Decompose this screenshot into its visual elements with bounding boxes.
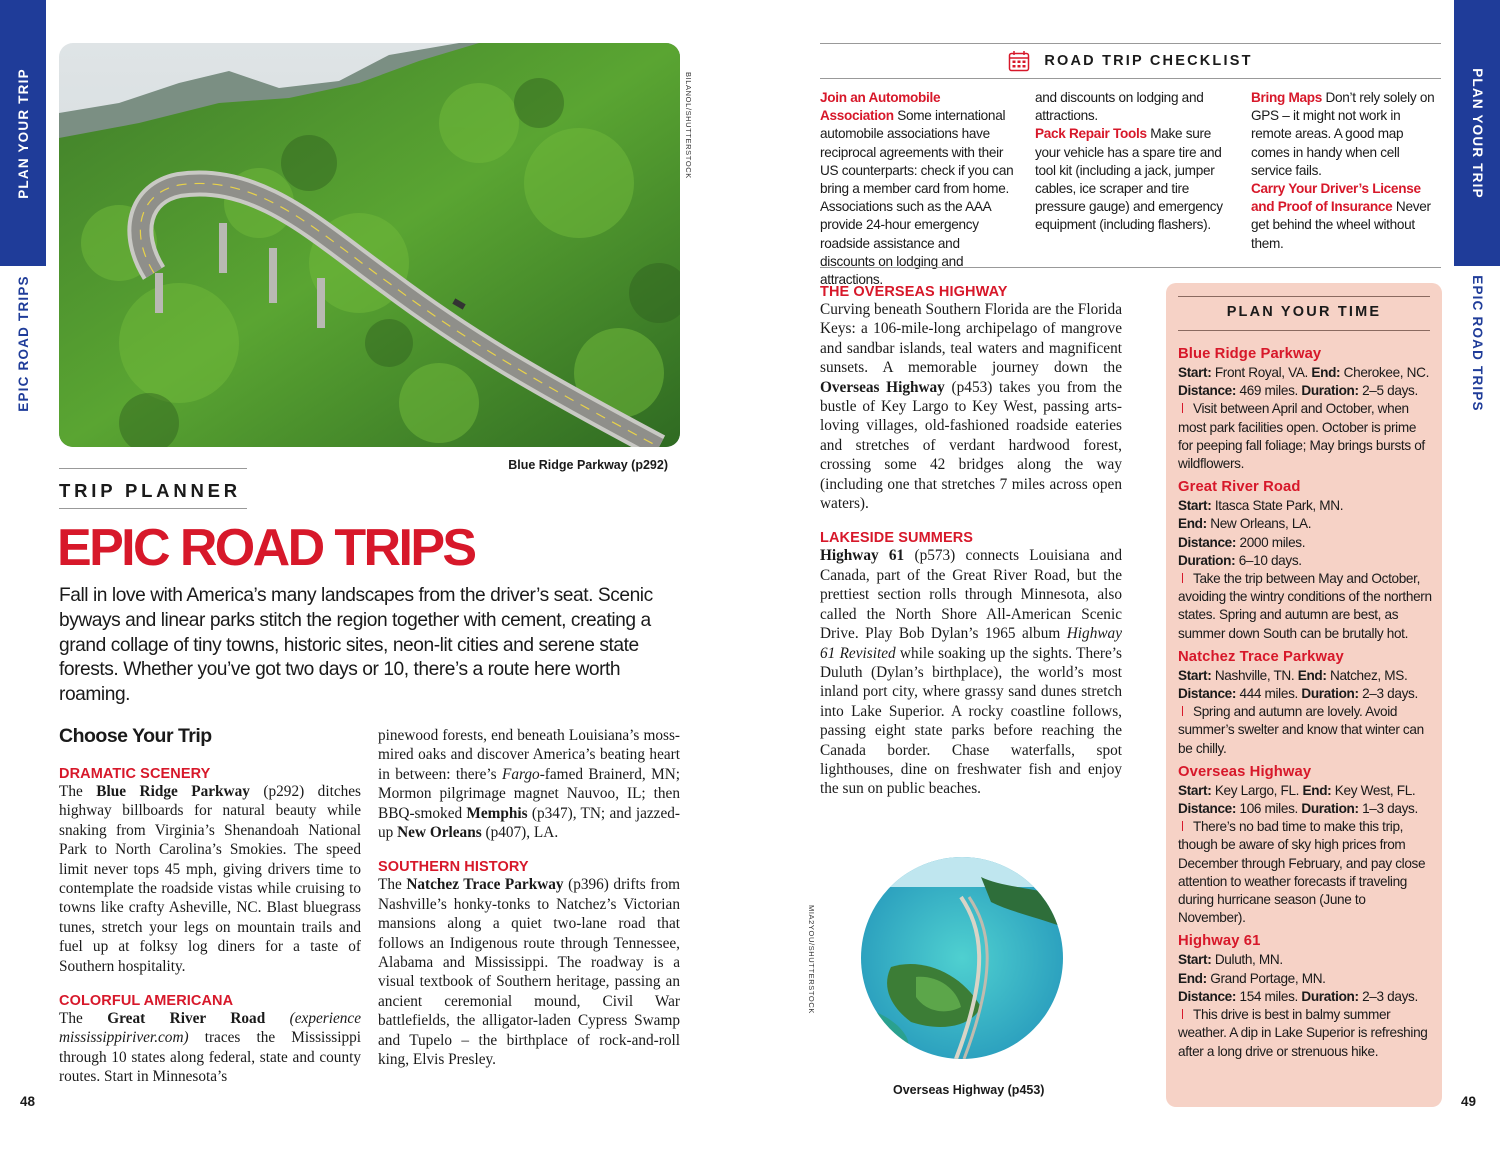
kicker-rule (59, 468, 247, 469)
checklist-col-3 (1251, 89, 1441, 253)
right-column-text (820, 284, 1122, 799)
plan-trip: Great River Road Start: Itasca State Park, MN. End: New Orleans, LA. Distance: 2000 miles. Duration: 6–10 days. Take the trip between May and October, avoiding the wintry conditions of the northern states. Spring and autumn are best, as summer down South can be brutally hot. (1178, 477, 1434, 643)
left-tab-plan-your-trip[interactable]: PLAN YOUR TRIP (0, 0, 46, 266)
photo-caption-right: Overseas Highway (p453) (893, 1083, 1045, 1097)
colorful-text-continued: pinewood forests, end beneath Louisiana’s moss-mired oaks and discover America’s beating heart in between: there’s Fargo-famed Brainerd, MN; Mormon pilgrimage magnet Nauvoo, IL; then BBQ-smoked Memphis (p347), TN; and jazzed-up New Orleans (p407), LA. (378, 727, 681, 842)
checklist-item-maps: Bring Maps Don’t rely solely on GPS – it might not work in remote areas. A good map comes in handy when cell service fails. (1251, 90, 1435, 178)
choose-heading: Choose Your Trip (59, 725, 212, 747)
plan-trip-name: Highway 61 (1178, 933, 1261, 950)
plan-trip: Overseas Highway Start: Key Largo, FL. End: Key West, FL. Distance: 106 miles. Duration: 1–3 days. There’s no bad time to make this trip, though be aware of sky high prices from December through February, and pay close attention to weather forecasts if traveling during hurricane season (June to November). (1178, 762, 1434, 928)
plan-rule-bottom (1178, 330, 1430, 331)
plan-trips-list (1178, 344, 1434, 1061)
checklist-item-repair: Pack Repair Tools Make sure your vehicle has a spare tire and tool kit (including a jack, jumper cables, ice scraper and tire pressure gauge) and emergency equipment (including flashers). (1035, 126, 1223, 233)
plan-trip-name: Natchez Trace Parkway (1178, 648, 1344, 665)
colorful-text: The Great River Road (experience mississippiriver.com) traces the Mississippi through 10 states along federal, state and county routes. Start in Minnesota’s (59, 1010, 362, 1086)
checklist-header (820, 48, 1441, 74)
overseas-highway-photo (861, 857, 1063, 1059)
lakeside-heading: LAKESIDE SUMMERS (820, 530, 974, 547)
right-tab-plan-your-trip[interactable]: PLAN YOUR TRIP (1454, 0, 1500, 266)
page-number-right: 49 (1461, 1094, 1477, 1109)
lakeside-text: Highway 61 (p573) connects Louisiana and Canada, part of the Great River Road, but the prettiest section rolls through Minnesota, also called the North Shore All-American Scenic Drive. Play Bob Dylan’s 1965 album Highway 61 Revisited while soaking up the sights. There’s Duluth (Dylan’s birthplace), the world’s most inland port city, where grassy sand dunes stretch into Lake Superior. A rocky coastline follows, passing eight state parks before reaching the Canada border. Chase waterfalls, spot lighthouses, dine on freshwater fish and enjoy the sun on public beaches. (820, 547, 1122, 798)
right-tab-epic-road-trips[interactable]: EPIC ROAD TRIPS (1454, 266, 1500, 420)
checklist-rule-bottom (820, 267, 1441, 268)
blue-ridge-parkway-photo (59, 43, 680, 447)
plan-trip: Blue Ridge Parkway Start: Front Royal, VA. End: Cherokee, NC. Distance: 469 miles. Duration: 2–5 days. Visit between April and October, when most park facilities open. October is prime for peeping fall foliage; May brings bursts of wildflowers. (1178, 344, 1434, 473)
plan-title: PLAN YOUR TIME (1226, 304, 1382, 320)
left-tab-bar (0, 0, 46, 1154)
kicker-rule-bottom (59, 508, 247, 509)
right-tab-bar (1454, 0, 1500, 1154)
kicker: TRIP PLANNER (59, 480, 241, 501)
plan-trip: Natchez Trace Parkway Start: Nashville, TN. End: Natchez, MS. Distance: 444 miles. Duration: 2–3 days. Spring and autumn are lovely. Avoid summer’s swelter and know that winter can be chilly. (1178, 647, 1434, 758)
checklist-col-2-text: and discounts on lodging and attractions. Pack Repair Tools Make sure your vehicle has a spare tire and tool kit (including a jack, jumper cables, ice scraper and tire pressure gauge) and emergency equipment (including flashers). (1035, 89, 1233, 235)
photo-credit-left: BILANOL/SHUTTERSTOCK (684, 72, 693, 179)
dramatic-heading: DRAMATIC SCENERY (59, 766, 211, 782)
intro-paragraph: Fall in love with America’s many landscapes from the driver’s seat. Scenic byways and linear parks stitch the region together with cement, creating a grand collage of tiny towns, historic sites, neon-lit cities and serene state forests. Whether you’ve got two days or 10, there’s a route here worth roaming. (59, 585, 653, 706)
page-title: EPIC ROAD TRIPS (57, 519, 475, 577)
left-column-2 (378, 726, 680, 1070)
checklist-rule-mid (820, 78, 1441, 79)
plan-rule-top (1178, 296, 1430, 297)
photo-credit-right: MIA2YOU/SHUTTERSTOCK (807, 905, 816, 1014)
checklist-col-1 (820, 89, 1016, 289)
calendar-icon (1008, 50, 1030, 72)
checklist-item-license: Carry Your Driver’s License and Proof of Insurance Never get behind the wheel without them. (1251, 181, 1431, 251)
left-tab-epic-road-trips[interactable]: EPIC ROAD TRIPS (0, 266, 46, 420)
dramatic-text: The Blue Ridge Parkway (p292) ditches highway billboards for natural beauty while snaking from Virginia’s Shenandoah National Park to North Carolina’s Smokies. The speed limit never tops 45 mph, giving drivers time to contemplate the roadside vistas while cruising to towns like crafty Asheville, NC. Blast bluegrass tunes, stretch your legs on mountain trails and fuel up at folksy log diners for a taste of Southern hospitality. (59, 783, 362, 975)
overseas-heading: THE OVERSEAS HIGHWAY (820, 284, 1008, 300)
photo-caption-left: Blue Ridge Parkway (p292) (508, 458, 668, 472)
checklist-rule-top (820, 43, 1441, 44)
southern-heading: SOUTHERN HISTORY (378, 859, 529, 876)
plan-trip: Highway 61 Start: Duluth, MN. End: Grand Portage, MN. Distance: 154 miles. Duration: 2–3 days. This drive is best in balmy summer weather. A dip in Lake Superior is refreshing after a long drive or strenuous hike. (1178, 931, 1434, 1060)
road-illustration (59, 43, 680, 447)
checklist-title: ROAD TRIP CHECKLIST (1044, 53, 1253, 69)
southern-text: The Natchez Trace Parkway (p396) drifts from Nashville’s honky-tonks to Natchez’s Victorian mansions along a quiet two-lane road that follows an Indigenous route through Tennessee, Alabama and Mississippi. The roadway is a visual textbook of Southern heritage, passing an ancient ceremonial mound, Civil War battlefields, the alligator-laden Cypress Swamp and Tupelo – the birthplace of rock-and-roll king, Elvis Presley. (378, 876, 680, 1069)
plan-trip-name: Overseas Highway (1178, 763, 1312, 780)
colorful-heading: COLORFUL AMERICANA (59, 993, 234, 1010)
plan-trip-name: Blue Ridge Parkway (1178, 346, 1322, 362)
left-column-1 (59, 766, 361, 1087)
page-number-left: 48 (20, 1094, 36, 1109)
plan-trip-name: Great River Road (1178, 479, 1301, 496)
overseas-text: Curving beneath Southern Florida are the Florida Keys: a 106-mile-long archipelago of mangrove and sandbar islands, teal waters and magnificent sunsets. A memorable journey down the Overseas Highway (p453) takes you from the bustle of Key Largo to Key West, passing arts-loving villages, old-fashioned roadside eateries and stretches of verdant hardwood forest, crossing some 42 bridges along the way (including one that stretches 7 miles across open waters). (820, 301, 1122, 513)
checklist-item-automobile: Join an Automobile Association Some international automobile associations have reciprocal agreements with their US counterparts: check if you can bring a member card from home. Associations such as the AAA provide 24-hour emergency roadside assistance and discounts on lodging and attractions. (820, 90, 1014, 288)
keys-illustration (861, 857, 1063, 1059)
